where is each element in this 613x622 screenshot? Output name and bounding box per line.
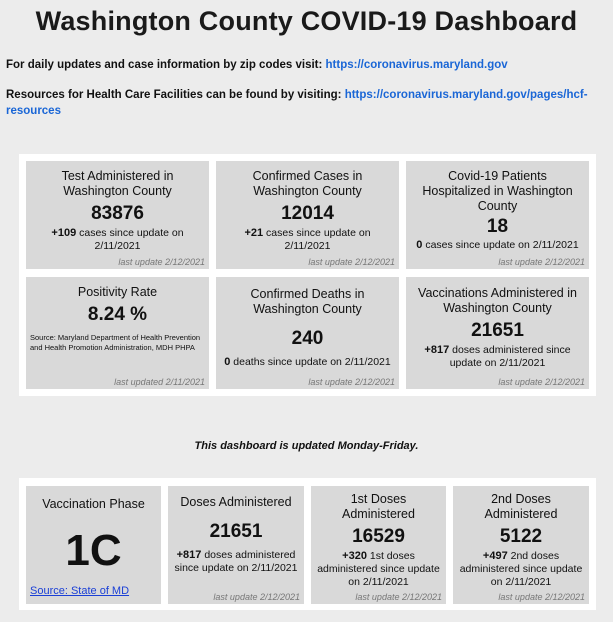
confirmed-card xyxy=(216,161,399,269)
state-of-md-link[interactable]: Source: State of MD xyxy=(30,585,130,597)
positivity-updated: last updated 2/11/2021 xyxy=(114,377,205,387)
hospitalized-change-value: 0 xyxy=(416,239,423,251)
deaths-change xyxy=(216,356,399,369)
tests-label: Test Administered in Washington County xyxy=(61,169,174,198)
deaths-label: Confirmed Deaths in Washington County xyxy=(250,287,365,316)
vaccinations-updated: last update 2/12/2021 xyxy=(498,377,585,387)
positivity-value: 8.24 % xyxy=(87,304,148,325)
second-doses-updated: last update 2/12/2021 xyxy=(498,592,585,602)
doses-value: 21651 xyxy=(209,521,263,542)
confirmed-value: 12014 xyxy=(281,203,334,224)
deaths-change-text: deaths since update on 2/11/2021 xyxy=(230,356,391,368)
tests-change xyxy=(26,227,209,253)
hcf-resources-link[interactable]: https://coronavirus.maryland.gov/pages/hcf-resources xyxy=(6,89,588,117)
second-doses-value: 5122 xyxy=(499,526,543,547)
updates-text: For daily updates and case information by zip codes visit: xyxy=(6,59,326,71)
first-doses-change-text: 1st doses administered since update on 2/11/2021 xyxy=(317,550,440,588)
phase-value: 1C xyxy=(65,526,122,575)
hospitalized-card xyxy=(406,161,589,269)
hospitalized-label: Covid-19 Patients Hospitalized in Washington County xyxy=(422,169,573,213)
doses-change-value: +817 xyxy=(176,549,202,561)
second-doses-change-value: +497 xyxy=(482,550,508,562)
second-doses-label: 2nd Doses Administered xyxy=(484,492,558,521)
phase-card xyxy=(26,486,161,604)
deaths-card xyxy=(216,277,399,389)
tests-updated: last update 2/12/2021 xyxy=(118,257,205,267)
tests-change-text: cases since update on 2/11/2021 xyxy=(76,227,184,252)
deaths-value: 240 xyxy=(291,328,324,349)
first-doses-updated: last update 2/12/2021 xyxy=(355,592,442,602)
resources-info xyxy=(6,87,596,119)
deaths-change-value: 0 xyxy=(224,356,231,368)
hospitalized-change-text: cases since update on 2/11/2021 xyxy=(422,239,579,251)
vaccinations-change xyxy=(406,344,589,370)
positivity-label: Positivity Rate xyxy=(77,285,158,299)
phase-label: Vaccination Phase xyxy=(42,497,145,511)
second-doses-card xyxy=(453,486,589,604)
updates-info xyxy=(6,59,606,71)
second-doses-change-text: 2nd doses administered since update on 2/11/2021 xyxy=(459,550,583,588)
confirmed-label: Confirmed Cases in Washington County xyxy=(252,169,363,198)
first-doses-card xyxy=(311,486,446,604)
vaccinations-label: Vaccinations Administered in Washington County xyxy=(418,286,577,315)
first-doses-change-value: +320 xyxy=(342,550,367,562)
tests-value: 83876 xyxy=(91,203,144,224)
tests-card xyxy=(26,161,209,269)
hospitalized-value: 18 xyxy=(486,216,509,237)
hospitalized-change xyxy=(406,239,589,252)
vaccinations-card xyxy=(406,277,589,389)
positivity-card xyxy=(26,277,209,389)
doses-label: Doses Administered xyxy=(180,495,292,509)
vaccinations-change-text: doses administered since update on 2/11/2021 xyxy=(449,344,571,369)
doses-change xyxy=(168,549,304,575)
second-doses-change xyxy=(453,550,589,589)
confirmed-change xyxy=(216,227,399,253)
resources-text: Resources for Health Care Facilities can be found by visiting: xyxy=(6,89,345,101)
hospitalized-updated: last update 2/12/2021 xyxy=(498,257,585,267)
doses-card xyxy=(168,486,304,604)
maryland-covid-link[interactable]: https://coronavirus.maryland.gov xyxy=(325,59,508,71)
update-schedule-note: This dashboard is updated Monday-Friday. xyxy=(194,440,419,452)
doses-updated: last update 2/12/2021 xyxy=(213,592,300,602)
vaccinations-change-value: +817 xyxy=(424,344,450,356)
confirmed-change-value: +21 xyxy=(244,227,264,239)
page-title: Washington County COVID-19 Dashboard xyxy=(35,6,578,36)
positivity-source: Source: Maryland Department of Health Prevention and Health Promotion Administration, MDH PHPA xyxy=(30,333,201,352)
deaths-updated: last update 2/12/2021 xyxy=(308,377,395,387)
vaccinations-value: 21651 xyxy=(471,320,524,341)
first-doses-label: 1st Doses Administered xyxy=(342,492,415,521)
doses-change-text: doses administered since update on 2/11/2021 xyxy=(174,549,298,574)
confirmed-change-text: cases since update on 2/11/2021 xyxy=(263,227,371,252)
confirmed-updated: last update 2/12/2021 xyxy=(308,257,395,267)
first-doses-value: 16529 xyxy=(352,526,405,547)
tests-change-value: +109 xyxy=(51,227,77,239)
first-doses-change xyxy=(311,550,446,589)
